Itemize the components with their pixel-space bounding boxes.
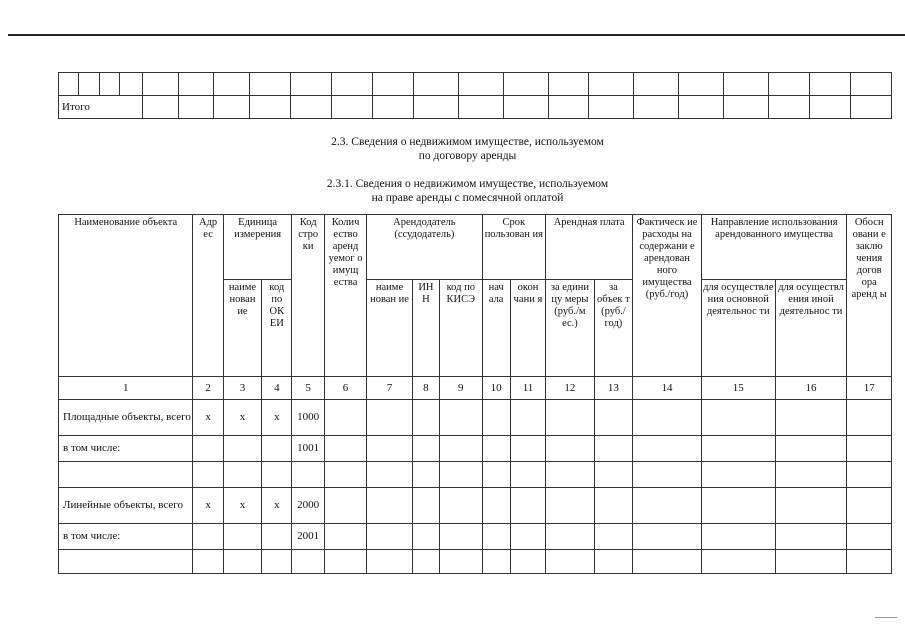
row-label: Площадные объекты, всего bbox=[59, 400, 193, 436]
header-lessor-kise: код по КИСЭ bbox=[440, 280, 482, 377]
header-term-end: окон чани я bbox=[510, 280, 545, 377]
table-row-area-objects bbox=[59, 400, 892, 436]
header-object-name: Наименование объекта bbox=[59, 215, 193, 377]
column-number: 12 bbox=[546, 377, 595, 400]
subsection-title-line2: на праве аренды с помесячной оплатой bbox=[371, 192, 564, 205]
section-title-line2: по договору аренды bbox=[418, 150, 517, 163]
header-usage-other: для осуществл ения иной деятельнос ти bbox=[775, 280, 847, 377]
section-title-line1: 2.3. Сведения о недвижимом имуществе, используемом bbox=[331, 136, 604, 148]
row-code-cell: 2001 bbox=[292, 524, 324, 550]
column-number: 6 bbox=[324, 377, 366, 400]
header-basis: Обосн овани е заклю чения догов ора аренд ы bbox=[847, 215, 892, 377]
header-usage-main: для осуществле ния основной деятельнос ти bbox=[701, 280, 775, 377]
header-row-1 bbox=[59, 215, 892, 280]
subsection-title-line1: 2.3.1. Сведения о недвижимом имуществе, используемом bbox=[326, 178, 609, 190]
row-code-cell: 1000 bbox=[292, 400, 324, 436]
row-label: в том числе: bbox=[59, 436, 193, 462]
column-number: 16 bbox=[775, 377, 847, 400]
subsection-title bbox=[250, 177, 685, 206]
previous-table-total-row bbox=[59, 96, 892, 119]
header-address: Адр ес bbox=[193, 215, 223, 377]
header-lessor-name: наиме нован ие bbox=[367, 280, 412, 377]
address-cell: х bbox=[193, 488, 223, 524]
header-row-code: Код стро ки bbox=[292, 215, 324, 377]
column-number: 14 bbox=[633, 377, 702, 400]
leased-property-table bbox=[58, 214, 892, 574]
column-number-row bbox=[59, 377, 892, 400]
okei-cell: х bbox=[262, 488, 292, 524]
column-number: 7 bbox=[367, 377, 412, 400]
header-unit-okei: код по ОК ЕИ bbox=[262, 280, 292, 377]
header-rent-per-unit: за едини цу меры (руб./м ес.) bbox=[546, 280, 595, 377]
table-row-linear-objects bbox=[59, 488, 892, 524]
header-unit: Единица измерения bbox=[223, 215, 292, 280]
column-number: 11 bbox=[510, 377, 545, 400]
unit-name-cell: х bbox=[223, 400, 261, 436]
column-number: 17 bbox=[847, 377, 892, 400]
column-number: 10 bbox=[482, 377, 510, 400]
row-code-cell: 1001 bbox=[292, 436, 324, 462]
row-label: Линейные объекты, всего bbox=[59, 488, 193, 524]
column-number: 13 bbox=[594, 377, 632, 400]
header-rent: Арендная плата bbox=[546, 215, 633, 280]
header-term-start: нач ала bbox=[482, 280, 510, 377]
table-row-area-including bbox=[59, 436, 892, 462]
header-actual-costs: Фактическ ие расходы на содержани е арендован ного имущества (руб./год) bbox=[633, 215, 702, 377]
page-corner-mark bbox=[875, 617, 897, 618]
address-cell: х bbox=[193, 400, 223, 436]
header-lessor: Арендодатель (ссудодатель) bbox=[367, 215, 482, 280]
previous-table bbox=[58, 72, 892, 119]
column-number: 2 bbox=[193, 377, 223, 400]
row-label: в том числе: bbox=[59, 524, 193, 550]
top-rule bbox=[8, 34, 905, 36]
column-number: 9 bbox=[440, 377, 482, 400]
table-row-empty bbox=[59, 550, 892, 574]
section-title bbox=[250, 135, 685, 164]
column-number: 4 bbox=[262, 377, 292, 400]
okei-cell: х bbox=[262, 400, 292, 436]
header-unit-name: наиме нован ие bbox=[223, 280, 261, 377]
row-code-cell: 2000 bbox=[292, 488, 324, 524]
column-number: 1 bbox=[59, 377, 193, 400]
table-row-empty bbox=[59, 462, 892, 488]
unit-name-cell: х bbox=[223, 488, 261, 524]
header-usage: Направление использования арендованного имущества bbox=[701, 215, 847, 280]
header-quantity: Колич ество аренд уемог о имущ ества bbox=[324, 215, 366, 377]
table-row-linear-including bbox=[59, 524, 892, 550]
column-number: 15 bbox=[701, 377, 775, 400]
total-label: Итого bbox=[59, 96, 143, 119]
header-term: Срок пользован ия bbox=[482, 215, 546, 280]
column-number: 3 bbox=[223, 377, 261, 400]
previous-table-row bbox=[59, 73, 892, 96]
column-number: 8 bbox=[412, 377, 439, 400]
header-lessor-inn: ИН Н bbox=[412, 280, 439, 377]
header-rent-per-object: за объек т (руб./ год) bbox=[594, 280, 632, 377]
column-number: 5 bbox=[292, 377, 324, 400]
